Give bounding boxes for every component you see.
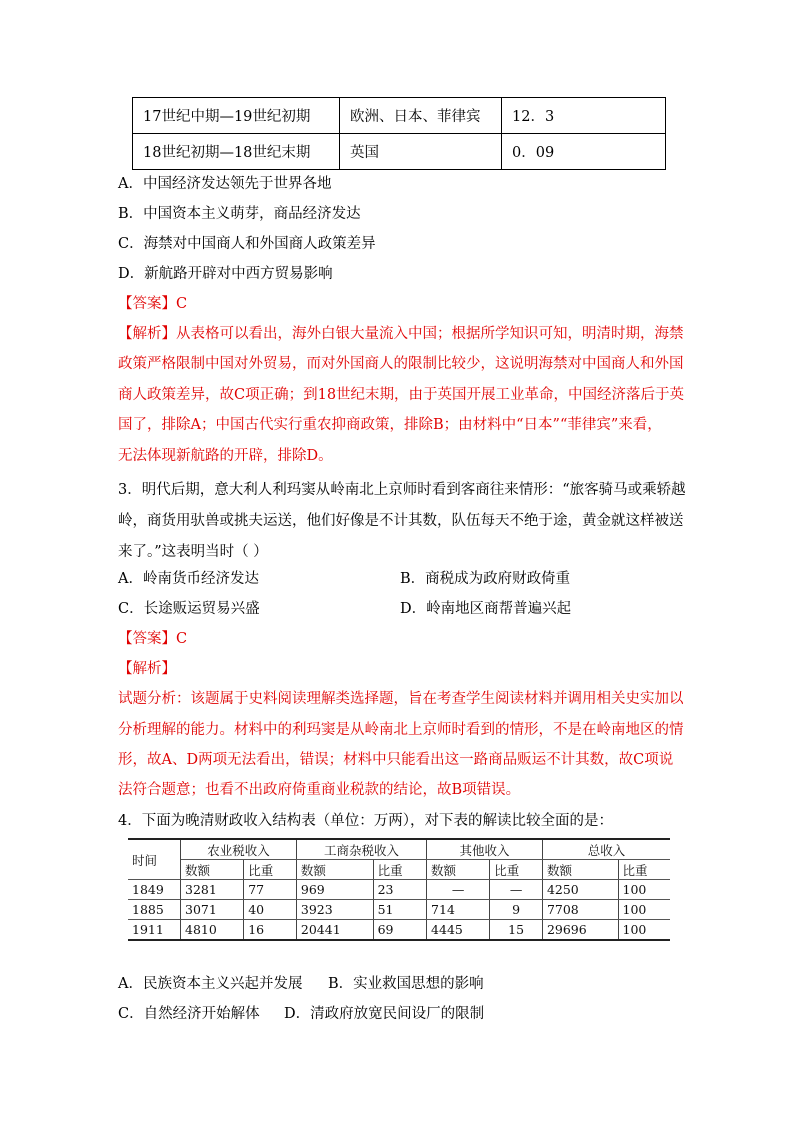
table-row — [128, 880, 670, 900]
table-cell: — — [490, 880, 543, 900]
table-subheader: 比重 — [618, 860, 670, 880]
q2-analysis-line — [118, 325, 684, 343]
fiscal-revenue-table — [128, 838, 670, 941]
table-subheader: 比重 — [490, 860, 543, 880]
q4-option-a: A．民族资本主义兴起并发展 — [118, 976, 303, 992]
table-row — [128, 920, 670, 941]
table-cell: 12．3 — [502, 98, 666, 134]
q3-analysis-label: 【解析】 — [118, 661, 176, 677]
white-silver-table — [132, 97, 666, 170]
table-cell: 1911 — [128, 920, 181, 941]
table-cell: 1885 — [128, 900, 181, 920]
table-cell: 3071 — [181, 900, 244, 920]
table-cell: 51 — [373, 900, 426, 920]
table-header: 其他收入 — [427, 839, 543, 860]
table-row — [128, 900, 670, 920]
q2-option-a: A．中国经济发达领先于世界各地 — [118, 176, 332, 192]
table-subheader: 数额 — [181, 860, 244, 880]
q2-answer — [118, 295, 187, 313]
q2-analysis-line: 政策严格限制中国对外贸易，而对外国商人的限制比较少，这说明海禁对中国商人和外国 — [118, 356, 684, 372]
table-cell: 23 — [373, 880, 426, 900]
q4-option-b: B．实业救国思想的影响 — [328, 976, 484, 992]
answer-value: C — [176, 631, 188, 647]
analysis-label: 【解析】 — [118, 326, 176, 342]
q3-answer — [118, 630, 187, 648]
q3-option-c: C．长途贩运贸易兴盛 — [118, 601, 260, 617]
table-cell: 9 — [490, 900, 543, 920]
table-cell: 29696 — [542, 920, 618, 941]
q3-stem-line: 来了。”这表明当时（ ） — [118, 544, 268, 560]
table-row — [133, 134, 666, 170]
table-cell: 欧洲、日本、菲律宾 — [340, 98, 502, 134]
answer-label: 【答案】 — [118, 631, 176, 647]
table-subheader: 比重 — [244, 860, 297, 880]
q3-option-b: B．商税成为政府财政倚重 — [400, 571, 571, 587]
q3-option-d: D．岭南地区商帮普遍兴起 — [400, 601, 572, 617]
q3-analysis-line: 形，故A、D两项无法看出，错误；材料中只能看出这一路商品贩运不计其数，故C项说 — [118, 752, 674, 768]
q2-option-c: C．海禁对中国商人和外国商人政策差异 — [118, 236, 376, 252]
q2-option-b: B．中国资本主义萌芽，商品经济发达 — [118, 206, 361, 222]
table-cell: 40 — [244, 900, 297, 920]
table-cell: 18世纪初期—18世纪末期 — [133, 134, 340, 170]
answer-value: C — [176, 296, 188, 312]
table-header: 总收入 — [542, 839, 670, 860]
q3-stem-line: 岭，商货用驮兽或挑夫运送，他们好像是不计其数，队伍每天不绝于途，黄金就这样被送 — [118, 513, 684, 529]
q3-stem-line: 3．明代后期，意大利人利玛窦从岭南北上京师时看到客商往来情形：“旅客骑马或乘轿越 — [118, 482, 686, 498]
q4-option-c: C．自然经济开始解体 — [118, 1006, 260, 1022]
table-cell: 3923 — [296, 900, 373, 920]
table-header: 农业税收入 — [181, 839, 297, 860]
table-cell: 969 — [296, 880, 373, 900]
table-header: 工商杂税收入 — [296, 839, 426, 860]
q2-option-d: D．新航路开辟对中西方贸易影响 — [118, 266, 333, 282]
q4-option-d: D．清政府放宽民间设厂的限制 — [284, 1006, 485, 1022]
table-cell: — — [427, 880, 490, 900]
table-cell: 20441 — [296, 920, 373, 941]
table-cell: 100 — [618, 900, 670, 920]
table-header: 时间 — [128, 839, 181, 880]
table-cell: 714 — [427, 900, 490, 920]
q2-analysis-line: 商人政策差异，故C项正确；到18世纪末期，由于英国开展工业革命，中国经济落后于英 — [118, 387, 685, 403]
q3-analysis-line: 分析理解的能力。材料中的利玛窦是从岭南北上京师时看到的情形，不是在岭南地区的情 — [118, 722, 684, 738]
table-cell: 4810 — [181, 920, 244, 941]
table-cell: 69 — [373, 920, 426, 941]
table-row — [133, 98, 666, 134]
table-cell: 77 — [244, 880, 297, 900]
table-cell: 英国 — [340, 134, 502, 170]
table-cell: 4445 — [427, 920, 490, 941]
table-cell: 100 — [618, 880, 670, 900]
table-cell: 16 — [244, 920, 297, 941]
table-subheader: 数额 — [427, 860, 490, 880]
q2-analysis-line: 国了，排除A；中国古代实行重农抑商政策，排除B；由材料中“日本”“菲律宾”来看， — [118, 417, 662, 433]
table-cell: 0．09 — [502, 134, 666, 170]
table-cell: 15 — [490, 920, 543, 941]
q4-stem: 4．下面为晚清财政收入结构表（单位：万两），对下表的解读比较全面的是： — [118, 813, 613, 829]
answer-label: 【答案】 — [118, 296, 176, 312]
analysis-text: 从表格可以看出，海外白银大量流入中国；根据所学知识可知，明清时期，海禁 — [176, 326, 684, 342]
table-subheader-row — [128, 860, 670, 880]
q3-option-a: A．岭南货币经济发达 — [118, 571, 259, 587]
table-cell: 4250 — [542, 880, 618, 900]
q2-analysis-line: 无法体现新航路的开辟，排除D。 — [118, 448, 333, 464]
table-cell: 3281 — [181, 880, 244, 900]
table-subheader: 比重 — [373, 860, 426, 880]
q3-analysis-line: 试题分析：该题属于史料阅读理解类选择题，旨在考查学生阅读材料并调用相关史实加以 — [118, 691, 684, 707]
table-cell: 1849 — [128, 880, 181, 900]
table-subheader: 数额 — [542, 860, 618, 880]
table-cell: 100 — [618, 920, 670, 941]
table-subheader: 数额 — [296, 860, 373, 880]
table-cell: 7708 — [542, 900, 618, 920]
table-header-row — [128, 839, 670, 860]
table-cell: 17世纪中期—19世纪初期 — [133, 98, 340, 134]
q3-analysis-line: 法符合题意；也看不出政府倚重商业税款的结论，故B项错误。 — [118, 782, 521, 798]
